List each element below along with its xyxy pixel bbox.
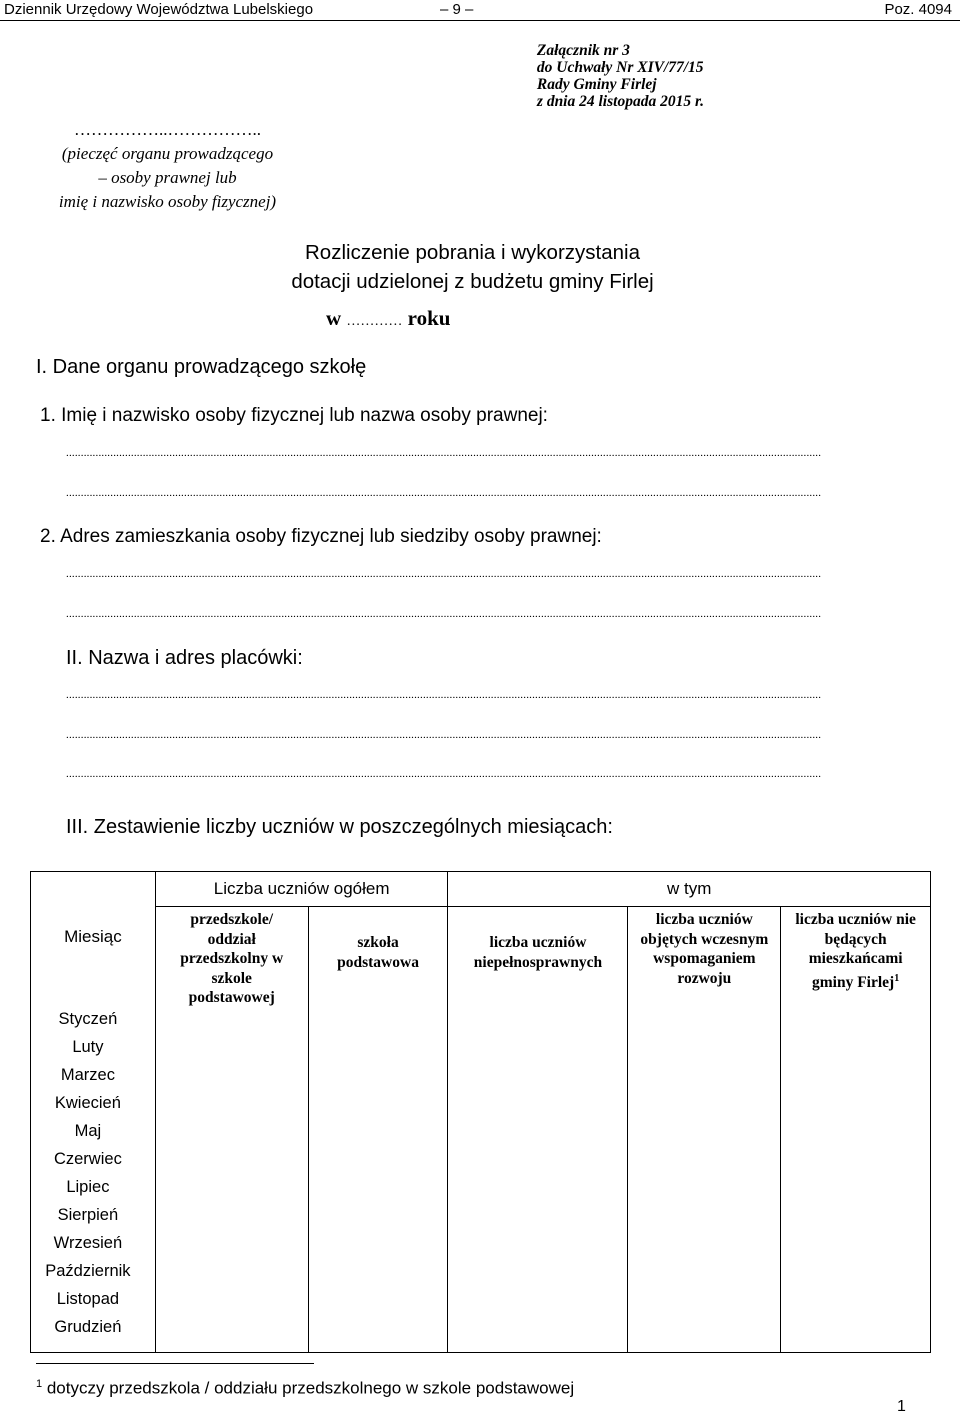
month-name: Marzec [60, 1065, 115, 1084]
stamp-dots: ……………..…………….. [74, 120, 261, 139]
group-header-total: Liczba uczniów ogółem [155, 872, 448, 907]
early-support-column[interactable] [628, 907, 781, 1353]
footnote-mark: 1 [36, 1378, 43, 1390]
column-header-preschool: przedszkole/ oddział przedszkolny w szkole podstawowej [180, 911, 284, 1006]
column-header-month: Miesiąc [64, 926, 122, 946]
question-2: 2. Adres zamieszkania osoby fizycznej lub siedziby osoby prawnej: [40, 526, 602, 547]
non-resident-column[interactable] [781, 907, 931, 1353]
group-header-wtym: w tym [448, 872, 931, 907]
month-name: Listopad [56, 1289, 120, 1308]
preschool-column[interactable] [155, 907, 308, 1353]
question-1: 1. Imię i nazwisko osoby fizycznej lub nazwa osoby prawnej: [40, 405, 548, 426]
year-prefix: w [326, 306, 342, 330]
answer-2-line-1[interactable]: ................................................................................................................................................................................................................................................................ [66, 569, 822, 580]
annex-line-2: do Uchwały Nr XIV/77/15 [536, 59, 704, 76]
stamp-line-2: – osoby prawnej lub [98, 168, 237, 187]
year-suffix: roku [407, 306, 451, 330]
students-table [30, 871, 931, 1353]
facility-line-3[interactable]: ................................................................................................................................................................................................................................................................ [66, 769, 822, 780]
column-header-non-resident [781, 907, 930, 992]
section-2-title: II. Nazwa i adres placówki [66, 647, 298, 669]
column-header-disabled: liczba uczniów niepełnosprawnych [473, 934, 603, 971]
stamp-block [30, 118, 305, 214]
footnote-ref: 1 [894, 972, 900, 984]
primary-school-column[interactable] [308, 907, 448, 1353]
month-col-top [31, 872, 156, 907]
month-name: Grudzień [54, 1317, 122, 1336]
annex-line-4: z dnia 24 listopada 2015 r. [536, 93, 704, 110]
section-3-title: III. Zestawienie liczby uczniów w poszczególnych miesiącach [66, 816, 608, 838]
month-name: Czerwiec [53, 1149, 122, 1168]
year-field[interactable]: ………… [346, 314, 403, 329]
page-header [0, 0, 960, 24]
annex-line-1: Załącznik nr 3 [536, 42, 630, 59]
header-page-marker: – 9 – [440, 1, 474, 18]
month-name: Sierpień [57, 1205, 119, 1224]
answer-1-line-2[interactable]: ................................................................................................................................................................................................................................................................ [66, 488, 822, 499]
disabled-students-column[interactable] [448, 907, 628, 1353]
section-2-heading [66, 647, 303, 670]
title-line-1: Rozliczenie pobrania i wykorzystania [305, 241, 640, 264]
section-1-heading: I. Dane organu prowadzącego szkołę [36, 356, 367, 378]
column-header-primary: szkoła podstawowa [337, 934, 419, 971]
month-name: Maj [74, 1121, 102, 1140]
document-title [180, 238, 765, 296]
answer-1-line-1[interactable]: ................................................................................................................................................................................................................................................................ [66, 448, 822, 459]
section-3-heading [66, 816, 613, 839]
footnote-rule [36, 1363, 314, 1364]
footnote-text: dotyczy przedszkola / oddziału przedszkolnego w szkole podstawowej [42, 1378, 575, 1398]
annex-note [537, 42, 704, 110]
footnote [36, 1378, 574, 1399]
year-line [326, 306, 450, 331]
month-name: Luty [72, 1037, 104, 1056]
section-3-colon: : [607, 816, 613, 838]
month-name: Lipiec [66, 1177, 110, 1196]
month-column [31, 907, 156, 1353]
month-list [31, 1005, 155, 1341]
annex-line-3: Rady Gminy Firlej [536, 76, 657, 93]
facility-line-1[interactable]: ................................................................................................................................................................................................................................................................ [66, 690, 822, 701]
month-name: Styczeń [58, 1009, 118, 1028]
header-rule [0, 20, 960, 21]
column-header-early-support: liczba uczniów objętych wczesnym wspomaganiem rozwoju [640, 911, 769, 987]
title-line-2: dotacji udzielonej z budżetu gminy Firlej [291, 270, 654, 293]
header-position: Poz. 4094 [884, 1, 952, 18]
facility-line-2[interactable]: ................................................................................................................................................................................................................................................................ [66, 730, 822, 741]
answer-2-line-2[interactable]: ................................................................................................................................................................................................................................................................ [66, 609, 822, 620]
page-number: 1 [897, 1398, 906, 1415]
month-name: Wrzesień [53, 1233, 123, 1252]
non-resident-label: liczba uczniów nie będących mieszkańcami gminy Firlej [795, 911, 916, 991]
section-2-colon: : [297, 647, 303, 669]
month-name: Październik [45, 1261, 131, 1280]
stamp-line-1: (pieczęć organu prowadzącego [61, 144, 274, 163]
stamp-line-3: imię i nazwisko osoby fizycznej) [58, 192, 277, 211]
journal-title: Dziennik Urzędowy Województwa Lubelskiego [4, 1, 314, 18]
month-name: Kwiecień [54, 1093, 121, 1112]
